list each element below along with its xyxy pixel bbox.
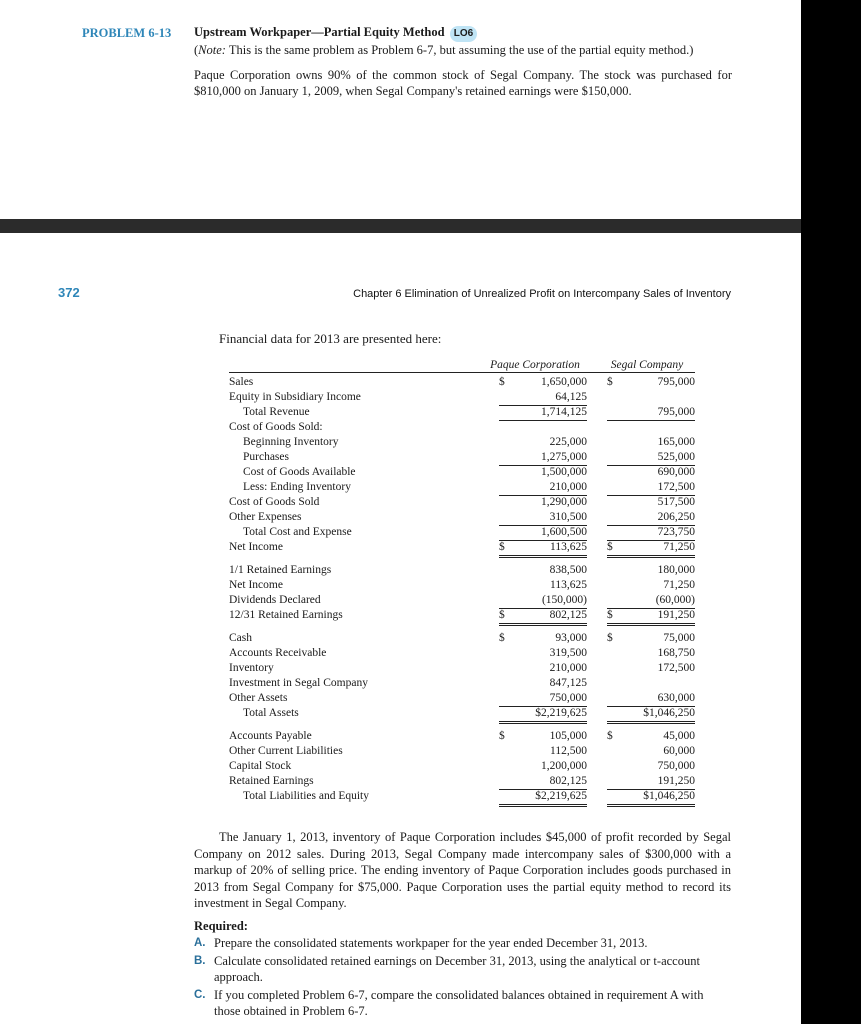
cell-value: 795,000: [657, 376, 695, 388]
financial-table: [229, 358, 695, 804]
table-row: [229, 608, 695, 623]
cell-value: 172,500: [657, 662, 695, 674]
problem-note: (Note: This is the same problem as Problem 6-7, but assuming the use of the partial equity method.): [194, 43, 694, 57]
dollar-sign: $: [607, 609, 613, 621]
row-label: Total Liabilities and Equity: [243, 790, 369, 802]
table-row: [229, 759, 695, 774]
required-text: Calculate consolidated retained earnings on December 31, 2013, using the analytical or t-account approach.: [214, 953, 700, 984]
required-letter: B.: [194, 954, 206, 967]
required-text: Prepare the consolidated statements workpaper for the year ended December 31, 2013.: [214, 936, 648, 950]
cell-paque: [499, 465, 587, 480]
dollar-sign: $: [607, 541, 613, 553]
cell-value: 210,000: [549, 662, 587, 674]
cell-value: 690,000: [657, 466, 695, 478]
section-gap: [229, 721, 695, 729]
cell-segal: [607, 729, 695, 744]
cell-paque: [499, 631, 587, 646]
cell-value: 64,125: [555, 391, 587, 403]
table-row: [229, 691, 695, 706]
learning-objective-badge: LO6: [450, 26, 477, 42]
page-bottom: [0, 233, 801, 1024]
row-label: Retained Earnings: [229, 775, 314, 787]
cell-paque: [499, 578, 587, 593]
cell-value: 71,250: [663, 541, 695, 553]
cell-segal: [607, 465, 695, 480]
problem-label: PROBLEM 6-13: [82, 26, 172, 40]
required-heading: Required:: [194, 918, 248, 933]
page-number: 372: [58, 285, 80, 300]
cell-value: 180,000: [657, 564, 695, 576]
cell-segal: [607, 563, 695, 578]
row-label: Total Cost and Expense: [243, 526, 352, 538]
cell-segal: [607, 646, 695, 661]
row-label: Cost of Goods Available: [243, 466, 356, 478]
table-intro: Financial data for 2013 are presented here:: [219, 331, 442, 346]
cell-value: 750,000: [657, 760, 695, 772]
table-row: [229, 540, 695, 555]
table-header-row: [229, 358, 695, 375]
row-label: Net Income: [229, 541, 283, 553]
cell-value: 310,500: [549, 511, 587, 523]
cell-value: $1,046,250: [643, 790, 695, 802]
table-row: [229, 525, 695, 540]
section-gap: [229, 623, 695, 631]
cell-paque: [499, 789, 587, 807]
cell-value: 802,125: [549, 609, 587, 621]
row-label: Purchases: [243, 451, 289, 463]
cell-segal: [607, 375, 695, 390]
cell-value: $2,219,625: [535, 790, 587, 802]
dollar-sign: $: [499, 376, 505, 388]
cell-value: 45,000: [663, 730, 695, 742]
cell-value: 1,290,000: [541, 496, 587, 508]
cell-value: 1,275,000: [541, 451, 587, 463]
cell-value: 191,250: [657, 775, 695, 787]
table-row: [229, 774, 695, 789]
body-paragraph: The January 1, 2013, inventory of Paque Corporation includes $45,000 of profit recorded by Segal Company on 2012 sales. During 2013, Segal Company made intercompany sales of $300,000 with a markup of 20% of selling price. The ending inventory of Paque Corporation includes goods purchased in 2013 from Segal Company for $75,000. Paque Corporation uses the partial equity method to record its investment in Segal Company.: [194, 830, 731, 910]
cell-value: 525,000: [657, 451, 695, 463]
row-label: Accounts Payable: [229, 730, 312, 742]
cell-value: 165,000: [657, 436, 695, 448]
dollar-sign: $: [607, 730, 613, 742]
cell-value: 838,500: [549, 564, 587, 576]
header-rule: [229, 372, 695, 373]
cell-value: $1,046,250: [643, 707, 695, 719]
row-label: Equity in Subsidiary Income: [229, 391, 361, 403]
cell-value: 1,200,000: [541, 760, 587, 772]
cell-paque: [499, 480, 587, 496]
column-header-paque: Paque Corporation: [490, 359, 580, 371]
cell-value: 723,750: [657, 526, 695, 538]
cell-value: 319,500: [549, 647, 587, 659]
cell-paque: [499, 563, 587, 578]
cell-value: 206,250: [657, 511, 695, 523]
cell-value: (60,000): [655, 594, 695, 606]
cell-value: 225,000: [549, 436, 587, 448]
dollar-sign: $: [499, 632, 505, 644]
row-label: Cost of Goods Sold:: [229, 421, 323, 433]
cell-value: 1,650,000: [541, 376, 587, 388]
row-label: Cash: [229, 632, 252, 644]
table-row: [229, 435, 695, 450]
note-prefix: Note:: [198, 43, 226, 57]
cell-paque: [499, 729, 587, 744]
required-text: If you completed Problem 6-7, compare the consolidated balances obtained in requirement A with those obtained in Problem 6-7.: [214, 987, 704, 1018]
cell-value: 112,500: [550, 745, 587, 757]
cell-value: 172,500: [657, 481, 695, 493]
cell-value: 93,000: [555, 632, 587, 644]
table-row: [229, 646, 695, 661]
cell-paque: [499, 450, 587, 466]
row-label: Cost of Goods Sold: [229, 496, 320, 508]
required-item: [194, 987, 731, 1020]
cell-paque: [499, 375, 587, 390]
cell-segal: [607, 525, 695, 541]
row-label: Other Assets: [229, 692, 288, 704]
table-row: [229, 578, 695, 593]
cell-value: 1,714,125: [541, 406, 587, 418]
cell-segal: [607, 774, 695, 790]
cell-segal: [607, 480, 695, 496]
table-row: [229, 375, 695, 390]
table-row: [229, 563, 695, 578]
row-label: Capital Stock: [229, 760, 292, 772]
problem-title: Upstream Workpaper—Partial Equity Method: [194, 25, 445, 39]
cell-value: 1,600,500: [541, 526, 587, 538]
cell-paque: [499, 525, 587, 541]
table-row: [229, 450, 695, 465]
cell-paque: [499, 774, 587, 790]
row-label: Accounts Receivable: [229, 647, 327, 659]
row-label: Dividends Declared: [229, 594, 321, 606]
page-top: [0, 0, 801, 219]
table-row: [229, 405, 695, 420]
problem-block: [194, 24, 732, 99]
cell-value: 191,250: [657, 609, 695, 621]
table-row: [229, 631, 695, 646]
dollar-sign: $: [499, 609, 505, 621]
table-row: [229, 744, 695, 759]
row-label: Net Income: [229, 579, 283, 591]
column-header-segal: Segal Company: [610, 359, 684, 371]
table-row: [229, 729, 695, 744]
cell-value: 113,625: [550, 579, 587, 591]
cell-value: 847,125: [549, 677, 587, 689]
required-list: [194, 935, 731, 1020]
dollar-sign: $: [607, 632, 613, 644]
cell-value: 517,500: [657, 496, 695, 508]
note-text: This is the same problem as Problem 6-7, but assuming the use of the partial equity method.): [228, 43, 694, 57]
table-row: [229, 593, 695, 608]
cell-value: 60,000: [663, 745, 695, 757]
cell-segal: [607, 450, 695, 466]
row-label: 12/31 Retained Earnings: [229, 609, 343, 621]
table-row: [229, 789, 695, 804]
cell-value: 75,000: [663, 632, 695, 644]
cell-paque: [499, 759, 587, 774]
cell-value: 630,000: [657, 692, 695, 704]
cell-value: 71,250: [663, 579, 695, 591]
cell-segal: [607, 405, 695, 421]
row-label: Other Expenses: [229, 511, 302, 523]
cell-segal: [607, 495, 695, 510]
section-gap: [229, 555, 695, 563]
cell-paque: [499, 744, 587, 759]
required-item: [194, 953, 731, 986]
cell-paque: [499, 593, 587, 609]
cell-value: 105,000: [549, 730, 587, 742]
cell-segal: [607, 759, 695, 774]
cell-segal: [607, 631, 695, 646]
table-row: [229, 495, 695, 510]
row-label: Total Assets: [243, 707, 299, 719]
cell-segal: [607, 744, 695, 759]
required-letter: A.: [194, 937, 206, 949]
dollar-sign: $: [607, 376, 613, 388]
cell-paque: [499, 405, 587, 421]
cell-value: 210,000: [549, 481, 587, 493]
dollar-sign: $: [499, 541, 505, 553]
cell-value: (150,000): [541, 594, 587, 606]
cell-paque: [499, 691, 587, 707]
required-letter: C.: [194, 988, 206, 1001]
cell-segal: [607, 435, 695, 450]
problem-paragraph: Paque Corporation owns 90% of the common stock of Segal Company. The stock was purchased for $810,000 on January 1, 2009, when Segal Company's retained earnings were $150,000.: [194, 68, 732, 98]
cell-segal: [607, 789, 695, 807]
chapter-header: Chapter 6 Elimination of Unrealized Profit on Intercompany Sales of Inventory: [353, 288, 731, 300]
cell-paque: [499, 646, 587, 661]
table-row: [229, 390, 695, 405]
row-label: Other Current Liabilities: [229, 745, 343, 757]
cell-value: 750,000: [549, 692, 587, 704]
table-row: [229, 420, 695, 435]
cell-paque: [499, 676, 587, 691]
required-item: [194, 935, 731, 952]
cell-paque: [499, 495, 587, 510]
cell-segal: [607, 578, 695, 593]
cell-value: 795,000: [657, 406, 695, 418]
cell-value: 168,750: [657, 647, 695, 659]
problem-title-line: [194, 24, 732, 42]
table-row: [229, 661, 695, 676]
row-label: Sales: [229, 376, 254, 388]
cell-segal: [607, 510, 695, 526]
cell-value: 1,500,000: [541, 466, 587, 478]
cell-paque: [499, 510, 587, 526]
cell-paque: [499, 390, 587, 406]
row-label: 1/1 Retained Earnings: [229, 564, 332, 576]
table-body: [229, 375, 695, 804]
row-label: Less: Ending Inventory: [243, 481, 351, 493]
row-label: Beginning Inventory: [243, 436, 339, 448]
cell-value: 802,125: [549, 775, 587, 787]
table-row: [229, 480, 695, 495]
cell-paque: [499, 435, 587, 450]
cell-paque: [499, 661, 587, 676]
cell-segal: [607, 691, 695, 707]
cell-value: 113,625: [550, 541, 587, 553]
cell-segal: [607, 661, 695, 676]
cell-segal: [607, 593, 695, 609]
problem-body: [194, 829, 731, 1020]
table-row: [229, 510, 695, 525]
table-row: [229, 465, 695, 480]
cell-value: $2,219,625: [535, 707, 587, 719]
dollar-sign: $: [499, 730, 505, 742]
row-label: Total Revenue: [243, 406, 310, 418]
table-row: [229, 706, 695, 721]
page-divider: [0, 219, 801, 233]
row-label: Inventory: [229, 662, 274, 674]
table-row: [229, 676, 695, 691]
row-label: Investment in Segal Company: [229, 677, 368, 689]
